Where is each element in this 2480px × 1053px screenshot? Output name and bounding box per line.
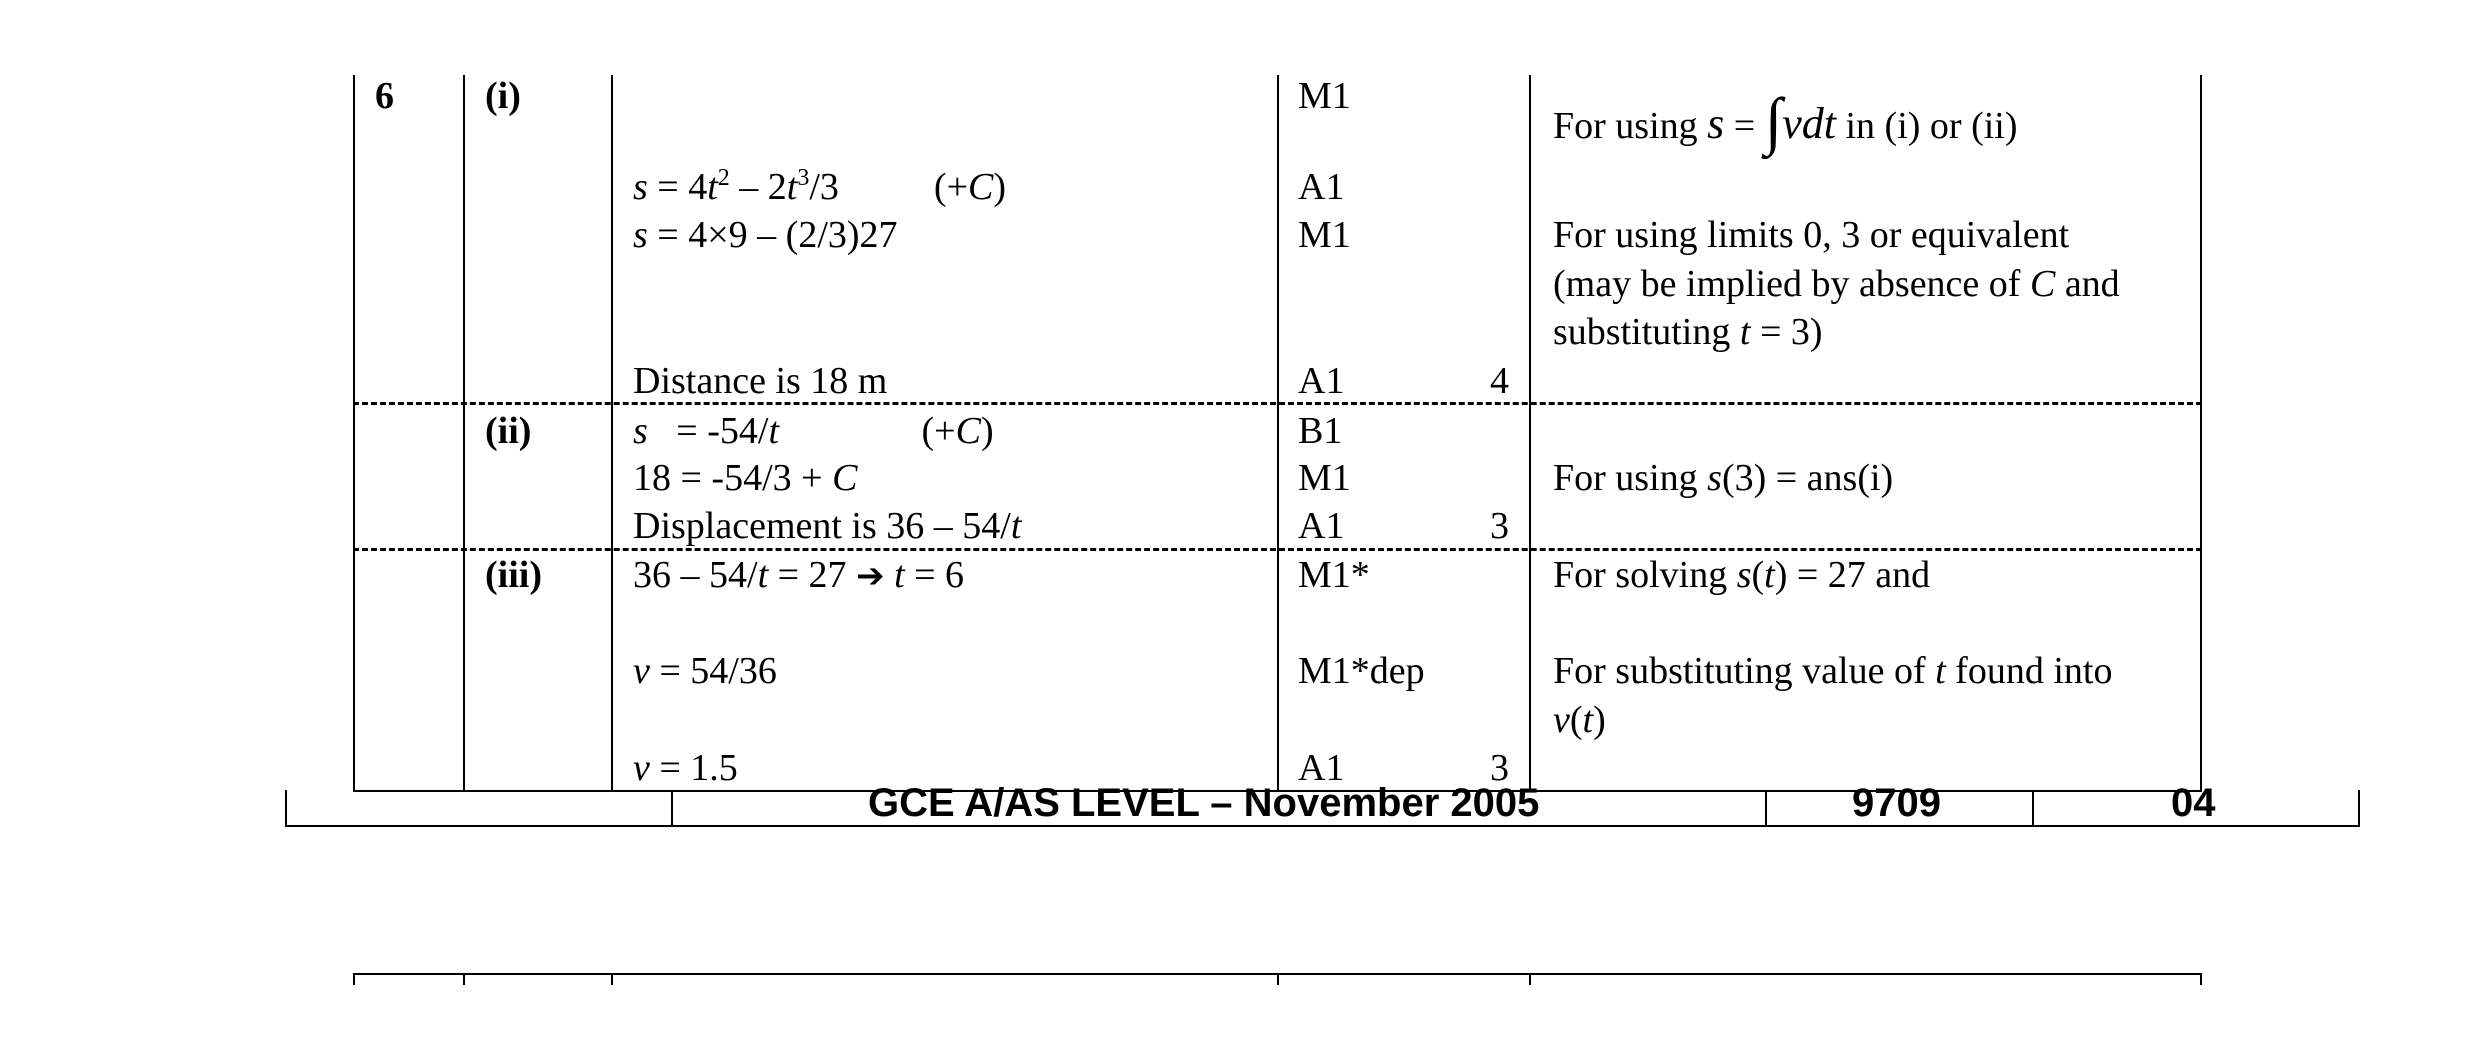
syllabus-title: GCE A/AS LEVEL – November 2005	[868, 781, 1540, 825]
part-label-iii: (iii)	[485, 554, 542, 596]
working-line: 36 – 54/t = 27 ➔ t = 6	[633, 554, 965, 596]
table-divider-part	[463, 75, 465, 792]
paper-number: 04	[2171, 781, 2216, 825]
guidance-note: For substituting value of t found into	[1553, 650, 2113, 692]
header-border-left	[285, 790, 287, 826]
table-border-left	[353, 75, 355, 792]
part-label-ii: (ii)	[485, 410, 532, 452]
header-divider	[671, 790, 673, 826]
header-bottom-border	[285, 825, 2360, 827]
table-border-right	[2200, 75, 2202, 792]
mark-code: A1	[1298, 505, 1345, 547]
next-table-line	[1277, 973, 1279, 985]
mark-code: M1*	[1298, 554, 1370, 596]
next-table-line	[611, 973, 613, 985]
syllabus-code: 9709	[1852, 781, 1941, 825]
header-border-right	[2358, 790, 2360, 826]
table-divider-working	[611, 75, 613, 792]
working-line: s = 4×9 – (2/3)27	[633, 214, 898, 256]
guidance-note: substituting t = 3)	[1553, 311, 1823, 353]
part-separator-iii	[353, 548, 2202, 551]
working-line: s = -54/t (+C)	[633, 410, 994, 452]
mark-code: A1	[1298, 360, 1345, 402]
header-divider	[1765, 790, 1767, 826]
working-line: Distance is 18 m	[633, 360, 888, 402]
mark-code: B1	[1298, 410, 1343, 452]
part-separator-ii	[353, 402, 2202, 405]
next-table-line	[353, 973, 355, 985]
working-line: $s = 4t^2 - 2t^3/3$ (+C)	[633, 165, 1007, 208]
mark-code: A1	[1298, 747, 1345, 789]
mark-total: 4	[1490, 360, 1509, 402]
mark-code: M1	[1298, 75, 1351, 117]
mark-code: M1	[1298, 214, 1351, 256]
guidance-note: For using s(3) = ans(i)	[1553, 457, 1894, 499]
mark-code: A1	[1298, 166, 1345, 208]
next-table-line	[2200, 973, 2202, 985]
mark-total: 3	[1490, 747, 1509, 789]
guidance-note: For using s = ∫vdt in (i) or (ii)	[1553, 85, 2018, 156]
guidance-note: v(t)	[1553, 699, 1606, 741]
next-table-line	[463, 973, 465, 985]
working-line: v = 54/36	[633, 650, 777, 692]
header-divider	[2032, 790, 2034, 826]
working-line: 18 = -54/3 + C	[633, 457, 858, 499]
working-line: v = 1.5	[633, 747, 738, 789]
guidance-note: (may be implied by absence of C and	[1553, 263, 2120, 305]
table-divider-marks	[1277, 75, 1279, 792]
guidance-note: For using limits 0, 3 or equivalent	[1553, 214, 2070, 256]
question-number: 6	[375, 75, 394, 117]
mark-code: M1*dep	[1298, 650, 1425, 692]
part-label-i: (i)	[485, 75, 521, 117]
working-line: Displacement is 36 – 54/t	[633, 505, 1022, 547]
mark-code: M1	[1298, 457, 1351, 499]
next-table-line	[1529, 973, 1531, 985]
mark-total: 3	[1490, 505, 1509, 547]
guidance-note: For solving s(t) = 27 and	[1553, 554, 1931, 596]
table-divider-notes	[1529, 75, 1531, 792]
